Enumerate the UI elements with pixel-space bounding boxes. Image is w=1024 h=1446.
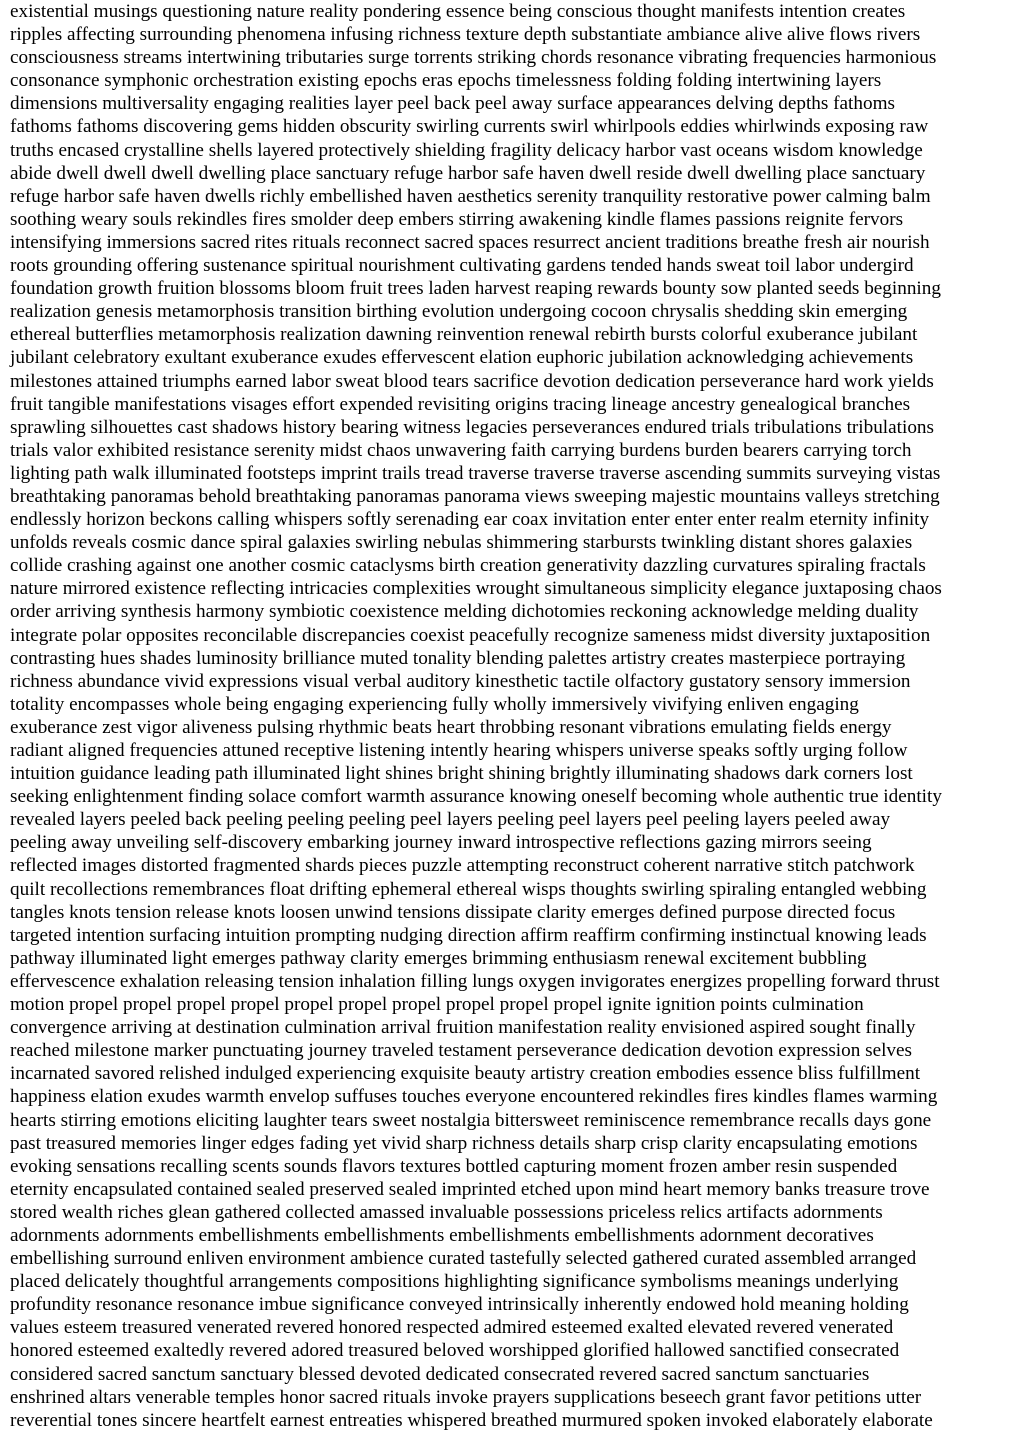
text-line: integrate polar opposites reconcilable discrepancies coexist peacefully recognize sameness midst diversity juxtaposition xyxy=(10,624,931,646)
text-line: richness abundance vivid expressions visual verbal auditory kinesthetic tactile olfactory gustatory sensory immersion xyxy=(10,670,911,692)
text-line: refuge harbor safe haven dwells richly embellished haven aesthetics serenity tranquility restorative power calming balm xyxy=(10,185,931,207)
text-line: consonance symphonic orchestration existing epochs eras epochs timelessness folding folding intertwining layers xyxy=(10,70,882,92)
text-line: fruit tangible manifestations visages effort expended revisiting origins tracing lineage ancestry genealogical branches xyxy=(10,393,911,415)
text-line: hearts stirring emotions eliciting laughter tears sweet nostalgia bittersweet reminiscence remembrance recalls days gone xyxy=(10,1109,932,1131)
text-line: considered sacred sanctum sanctuary blessed devoted dedicated consecrated revered sacred sanctum sanctuaries xyxy=(10,1363,870,1385)
text-line: existential musings questioning nature reality pondering essence being conscious thought manifests intention creates xyxy=(10,1,906,22)
text-line: adornments adornments embellishments embellishments embellishments embellishments adornment decoratives xyxy=(10,1224,874,1246)
text-line: stored wealth riches glean gathered collected amassed invaluable possessions priceless relics artifacts adornments xyxy=(10,1201,883,1223)
text-line: intensifying immersions sacred rites rituals reconnect sacred spaces resurrect ancient traditions breathe fresh air nourish xyxy=(10,231,930,253)
text-line: roots grounding offering sustenance spiritual nourishment cultivating gardens tended hands sweat toil labor undergird xyxy=(10,255,914,277)
text-line: motion propel propel propel propel propel propel propel propel propel propel ignite ignition points culmination xyxy=(10,994,864,1016)
text-line: enshrined altars venerable temples honor sacred rituals invoke prayers supplications beseech grant favor petitions utter xyxy=(10,1386,922,1408)
text-line: targeted intention surfacing intuition prompting nudging direction affirm reaffirm confirming instinctual knowing leads xyxy=(10,924,927,946)
text-line: intuition guidance leading path illuminated light shines bright shining brightly illuminating shadows dark corners lost xyxy=(10,763,913,785)
text-line: radiant aligned frequencies attuned receptive listening intently hearing whispers universe speaks softly urging follow xyxy=(10,740,908,761)
text-line: reached milestone marker punctuating journey traveled testament perseverance dedication devotion expression selves xyxy=(10,1040,912,1062)
text-line: values esteem treasured venerated revered honored respected admired esteemed exalted elevated revered venerated xyxy=(10,1317,894,1339)
text-line: profundity resonance resonance imbue significance conveyed intrinsically inherently endowed hold meaning holding xyxy=(10,1294,909,1316)
text-line: embellishing surround enliven environment ambience curated tastefully selected gathered curated assembled arranged xyxy=(10,1248,917,1270)
text-line: reverential tones sincere heartfelt earnest entreaties whispered breathed murmured spoken invoked elaborately elaborate xyxy=(10,1409,933,1431)
text-line: past treasured memories linger edges fading yet vivid sharp richness details sharp crisp clarity encapsulating emotions xyxy=(10,1132,918,1154)
text-line: revealed layers peeled back peeling peeling peeling peel layers peeling peel layers peel peeling layers peeled away xyxy=(10,809,891,831)
text-line: foundation growth fruition blossoms bloom fruit trees laden harvest reaping rewards bounty sow planted seeds beginning xyxy=(10,278,941,300)
text-line: lighting path walk illuminated footsteps imprint trails tread traverse traverse traverse ascending summits surveying vistas xyxy=(10,462,941,484)
text-line: collide crashing against one another cosmic cataclysms birth creation generativity dazzling curvatures spiraling fractals xyxy=(10,555,926,577)
text-line: fathoms fathoms discovering gems hidden obscurity swirling currents swirl whirlpools eddies whirlwinds exposing raw xyxy=(10,116,929,138)
text-line: seeking enlightenment finding solace comfort warmth assurance knowing oneself becoming whole authentic true identity xyxy=(10,786,942,808)
text-line: effervescence exhalation releasing tension inhalation filling lungs oxygen invigorates energizes propelling forward thrust xyxy=(10,970,940,992)
text-line: consciousness streams intertwining tributaries surge torrents striking chords resonance vibrating frequencies harmonious xyxy=(10,47,937,69)
text-line: eternity encapsulated contained sealed preserved sealed imprinted etched upon mind heart memory banks treasure trove xyxy=(10,1178,930,1200)
text-line: trials valor exhibited resistance serenity midst chaos unwavering faith carrying burdens burden bearers carrying torch xyxy=(10,439,912,461)
text-line: sprawling silhouettes cast shadows history bearing witness legacies perseverances endured trials tribulations tribulations xyxy=(10,416,934,438)
text-line: placed delicately thoughtful arrangements compositions highlighting significance symbolisms meanings underlying xyxy=(10,1271,899,1293)
text-line: order arriving synthesis harmony symbiotic coexistence melding dichotomies reckoning acknowledge melding duality xyxy=(10,601,919,623)
text-line: contrasting hues shades luminosity brilliance muted tonality blending palettes artistry creates masterpiece portraying xyxy=(10,647,906,669)
text-line: exuberance zest vigor aliveness pulsing rhythmic beats heart throbbing resonant vibrations emulating fields energy xyxy=(10,716,892,738)
text-line: nature mirrored existence reflecting intricacies complexities wrought simultaneous simplicity elegance juxtaposing chaos xyxy=(10,578,942,600)
text-line: ripples affecting surrounding phenomena infusing richness texture depth substantiate ambiance alive alive flows rivers xyxy=(10,24,921,46)
text-line: soothing weary souls rekindles fires smolder deep embers stirring awakening kindle flames passions reignite fervors xyxy=(10,208,904,230)
text-line: pathway illuminated light emerges pathway clarity emerges brimming enthusiasm renewal excitement bubbling xyxy=(10,947,867,969)
text-line: ethereal butterflies metamorphosis realization dawning reinvention renewal rebirth bursts colorful exuberance jubilant xyxy=(10,324,918,346)
text-line: honored esteemed exaltedly revered adored treasured beloved worshipped glorified hallowed sanctified consecrated xyxy=(10,1340,900,1362)
text-line: realization genesis metamorphosis transition birthing evolution undergoing cocoon chrysalis shedding skin emerging xyxy=(10,301,908,323)
text-line: peeling away unveiling self-discovery embarking journey inward introspective reflections gazing mirrors seeing xyxy=(10,832,872,854)
document-body-text xyxy=(10,0,1018,1432)
text-line: jubilant celebratory exultant exuberance exudes effervescent elation euphoric jubilation acknowledging achievements xyxy=(10,347,914,369)
text-line: quilt recollections remembrances float drifting ephemeral ethereal wisps thoughts swirling spiraling entangled webbing xyxy=(10,878,927,900)
text-line: convergence arriving at destination culmination arrival fruition manifestation reality envisioned aspired sought finally xyxy=(10,1017,916,1039)
text-line: happiness elation exudes warmth envelop suffuses touches everyone encountered rekindles fires kindles flames warming xyxy=(10,1086,938,1108)
text-line: milestones attained triumphs earned labor sweat blood tears sacrifice devotion dedication perseverance hard work yields xyxy=(10,370,934,392)
text-line: totality encompasses whole being engaging experiencing fully wholly immersively vivifying enliven engaging xyxy=(10,693,859,715)
text-line: incarnated savored relished indulged experiencing exquisite beauty artistry creation embodies essence bliss fulfillment xyxy=(10,1063,921,1085)
text-line: dimensions multiversality engaging realities layer peel back peel away surface appearances delving depths fathoms xyxy=(10,93,895,115)
text-line: breathtaking panoramas behold breathtaking panoramas panorama views sweeping majestic mountains valleys stretching xyxy=(10,485,940,507)
text-line: reflected images distorted fragmented shards pieces puzzle attempting reconstruct coherent narrative stitch patchwork xyxy=(10,855,915,877)
text-line: unfolds reveals cosmic dance spiral galaxies swirling nebulas shimmering starbursts twinkling distant shores galaxies xyxy=(10,532,913,554)
text-line: tangles knots tension release knots loosen unwind tensions dissipate clarity emerges defined purpose directed focus xyxy=(10,901,896,923)
text-line: evoking sensations recalling scents sounds flavors textures bottled capturing moment frozen amber resin suspended xyxy=(10,1155,898,1177)
text-line: abide dwell dwell dwell dwelling place sanctuary refuge harbor safe haven dwell reside dwell dwelling place sanctuary xyxy=(10,162,926,184)
text-line: truths encased crystalline shells layered protectively shielding fragility delicacy harbor vast oceans wisdom knowledge xyxy=(10,139,923,161)
text-line: endlessly horizon beckons calling whispers softly serenading ear coax invitation enter enter enter realm eternity infinity xyxy=(10,509,930,531)
